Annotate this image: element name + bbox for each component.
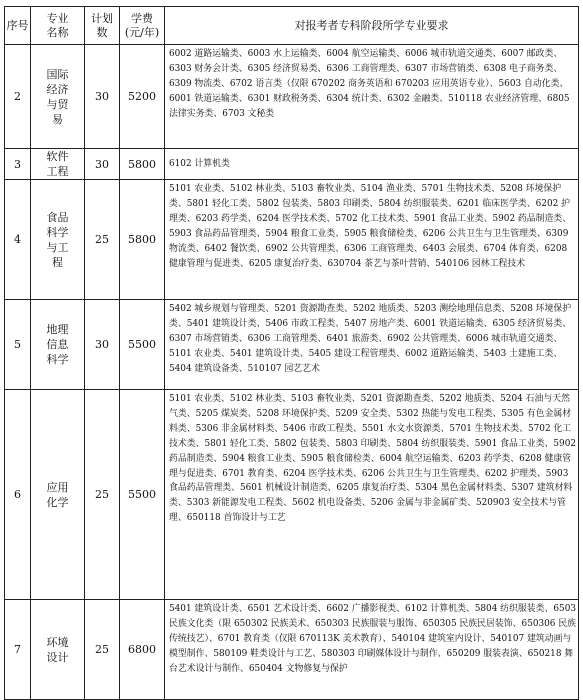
- row-fee: 5800: [120, 180, 165, 300]
- row-requirements: 5402 城乡规划与管理类、5201 资源勘查类、5202 地质类、5203 测绘地理信息类、5208 环境保护类、5401 建筑设计类、5406 市政工程类、5407 房地产类、6001 铁道运输类、6305 经济贸易类、6307 市场营销类、6306 工商管理类、6401 旅游类、6902 公共管理类、6006 城市轨道交通类、5101 农业类、5401 建筑设计类、5405 建设工程管理类、6002 道路运输类、5403 土建施工类、5404 建筑设备类、510107 园艺艺术: [165, 300, 579, 390]
- row-fee: 6800: [120, 600, 165, 700]
- row-fee: 5500: [120, 390, 165, 600]
- row-fee: 5500: [120, 300, 165, 390]
- row-major: 软件 工程: [31, 149, 85, 180]
- row-major: 环境 设计: [31, 600, 85, 700]
- row-plan: 30: [85, 300, 120, 390]
- row-seq: 7: [5, 600, 31, 700]
- header-plan: 计划 数: [85, 7, 120, 45]
- row-seq: 3: [5, 149, 31, 180]
- row-seq: 2: [5, 45, 31, 149]
- row-plan: 25: [85, 600, 120, 700]
- header-requirements: 对报考者专科阶段所学专业要求: [165, 7, 579, 45]
- row-fee: 5800: [120, 149, 165, 180]
- row-major: 地理 信息 科学: [31, 300, 85, 390]
- header-row: [5, 7, 579, 45]
- row-plan: 25: [85, 180, 120, 300]
- table-row: [5, 390, 579, 600]
- table-row: [5, 45, 579, 149]
- row-seq: 5: [5, 300, 31, 390]
- table-row: [5, 180, 579, 300]
- header-fee: 学费 (元/年): [120, 7, 165, 45]
- row-seq: 6: [5, 390, 31, 600]
- table-row: [5, 300, 579, 390]
- row-requirements: 5401 建筑设计类、6501 艺术设计类、6602 广播影视类、6102 计算机类、5804 纺织服装类、6503 民族文化类（限 650302 民族美术、650303 民族服装与服饰、650305 民族民居装饰、650306 民族传统技艺）、6701 教育类（仅限 670113K 美术教育）、540104 建筑室内设计、540107 建筑动画与模型制作、580109 鞋类设计与工艺、580303 印刷媒体设计与制作、650209 服装表演、650218 舞台艺术设计与制作、650404 文物修复与保护: [165, 600, 579, 700]
- row-requirements: 5101 农业类、5102 林业类、5103 畜牧业类、5201 资源勘查类、5202 地质类、5204 石油与天然气类、5205 煤炭类、5208 环境保护类、5209 安全类、5302 热能与发电工程类、5305 有色金属材料类、5306 非金属材料类、5406 市政工程类、5501 水文水资源类、5701 生物技术类、5702 化工技术类、5801 轻化工类、5802 包装类、5803 印刷类、5804 纺织服装类、5901 食品工业类、5902 药品制造类、5904 粮食工业类、5905 粮食储检类、6004 航空运输类、6203 药学类、6208 健康管理与促进类、6701 教育类、6204 医学技术类、6206 公共卫生与卫生管理类、6202 护理类、5903 食品药品管理类、5601 机械设计制造类、6205 康复治疗类、5304 黑色金属材料类、5307 建筑材料类、5303 新能源发电工程类、5602 机电设备类、5206 金属与非金属矿类、520903 安全技术与管理、650118 首饰设计与工艺: [165, 390, 579, 600]
- row-fee: 5200: [120, 45, 165, 149]
- row-requirements: 5101 农业类、5102 林业类、5103 畜牧业类、5104 渔业类、5701 生物技术类、5208 环境保护类、5801 轻化工类、5802 包装类、5803 印刷类、5804 纺织服装类、6201 临床医学类、6202 护理类、6203 药学类、6204 医学技术类、5702 化工技术类、5901 食品工业类、5902 药品制造类、5903 食品药品管理类、5904 粮食工业类、5905 粮食储检类、6206 公共卫生与卫生管理类、6309 物流类、6402 餐饮类、6902 公共管理类、6306 工商管理类、6403 会展类、6704 体育类、6208 健康管理与促进类、6205 康复治疗类、630704 茶艺与茶叶营销、540106 园林工程技术: [165, 180, 579, 300]
- header-seq: 序号: [5, 7, 31, 45]
- enrollment-table: [4, 6, 579, 700]
- row-requirements: 6102 计算机类: [165, 149, 579, 180]
- table-row: [5, 149, 579, 180]
- row-plan: 30: [85, 149, 120, 180]
- row-seq: 4: [5, 180, 31, 300]
- row-plan: 25: [85, 390, 120, 600]
- table-row: [5, 600, 579, 700]
- row-major: 应用 化学: [31, 390, 85, 600]
- row-major: 国际 经济 与贸 易: [31, 45, 85, 149]
- row-major: 食品 科学 与工 程: [31, 180, 85, 300]
- row-requirements: 6002 道路运输类、6003 水上运输类、6004 航空运输类、6006 城市轨道交通类、6007 邮政类、6303 财务会计类、6305 经济贸易类、6306 工商管理类、6307 市场营销类、6308 电子商务类、6309 物流类、6702 语言类（仅限 670202 商务英语和 670203 应用英语专业）、5603 自动化类、6001 铁道运输类、6301 财政税务类、6304 统计类、6302 金融类、510118 农业经济管理、6805 法律实务类、6703 文秘类: [165, 45, 579, 149]
- header-major: 专业 名称: [31, 7, 85, 45]
- row-plan: 30: [85, 45, 120, 149]
